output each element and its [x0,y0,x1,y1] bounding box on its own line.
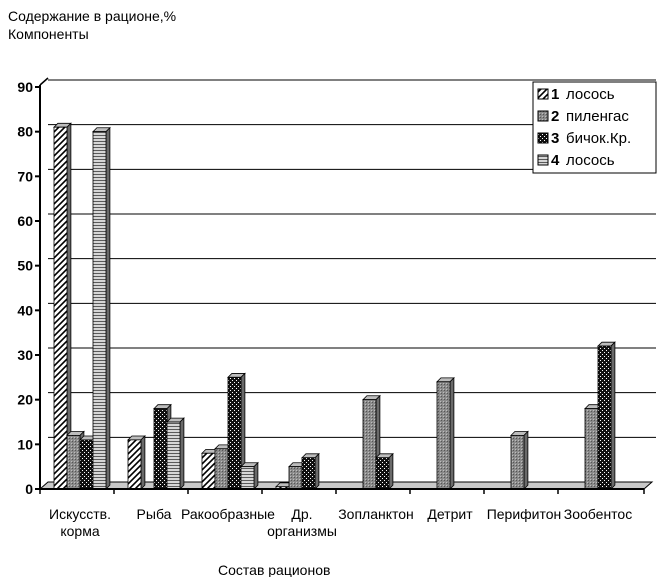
y-tick-label: 10 [17,436,33,453]
legend-item [538,108,629,125]
y-axis-label-line-1: Содержание в рационе,% [8,8,177,24]
y-axis-label-line-2: Компоненты [8,26,89,42]
x-tick-label: Детрит [427,506,473,522]
legend-number: 1 [551,86,560,103]
legend-number: 3 [551,130,560,147]
bar [93,128,110,489]
bar [302,454,319,489]
y-tick-label: 30 [17,347,33,363]
y-tick-label: 80 [17,123,33,140]
legend-swatch [538,111,548,121]
y-tick-label: 60 [17,213,33,229]
x-tick-label: Ракообразные [181,506,275,522]
bars [54,123,615,489]
legend-swatch [538,133,548,143]
x-axis-label: Состав рационов [218,562,331,577]
legend-label: лосось [566,86,615,103]
x-tick-label: Перифитон [486,506,562,522]
x-tick-label: Искусств. [49,506,111,522]
legend-label: лосось [566,152,615,169]
y-tick-label: 40 [17,302,33,319]
legend-swatch [538,155,548,165]
y-tick-label: 0 [25,481,33,497]
x-tick-label: Др. [291,506,313,522]
bar [511,432,528,490]
x-tick-label: организмы [267,523,337,539]
category-labels [49,506,632,539]
legend-label: бичок.Кр. [566,130,632,147]
x-tick-label: Зопланктон [338,506,414,522]
bar [598,342,615,489]
bar [167,418,184,489]
x-tick-label: корма [60,523,100,539]
bar [437,378,454,489]
legend [533,82,656,173]
y-tick-label: 90 [17,79,33,95]
legend-item [538,130,631,147]
legend-label: пиленгас [566,108,629,125]
x-tick-label: Рыба [136,506,172,522]
bar [128,436,145,489]
legend-swatch [538,89,548,99]
legend-number: 2 [551,108,560,125]
y-tick-label: 20 [17,391,33,408]
bar [241,463,258,489]
y-tick-label: 50 [17,257,33,274]
y-tick-label: 70 [17,168,33,185]
x-tick-label: Зообентос [563,506,633,522]
bar [376,454,393,489]
legend-number: 4 [551,152,560,169]
y-tick-labels [17,79,33,497]
